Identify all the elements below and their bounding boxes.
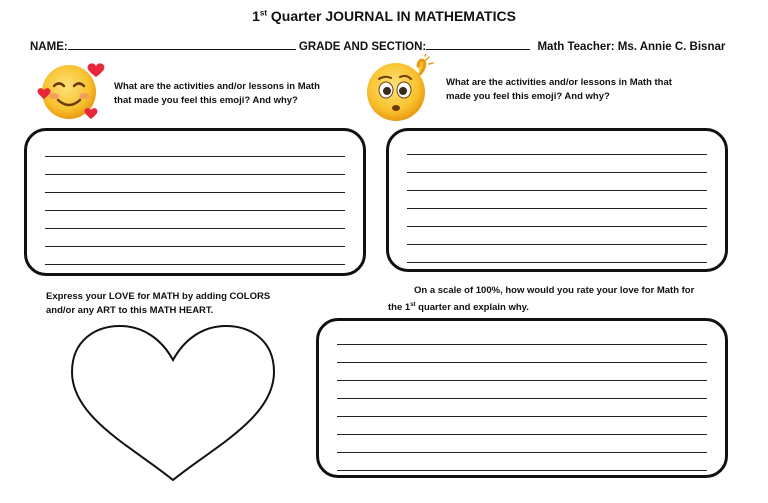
answer-line[interactable] (337, 345, 707, 363)
answer-box-3[interactable] (316, 318, 728, 478)
answer-line[interactable] (337, 381, 707, 399)
grade-section-label: GRADE AND SECTION: (298, 41, 427, 53)
answer-line[interactable] (407, 245, 707, 263)
name-label: NAME: (30, 41, 68, 53)
question-2: What are the activities and/or lessons in Math that made you feel this emoji? And why? (446, 77, 672, 102)
answer-line[interactable] (337, 453, 707, 471)
answer-line[interactable] (407, 173, 707, 191)
answer-line[interactable] (407, 191, 707, 209)
name-blank[interactable] (68, 38, 296, 50)
answer-line[interactable] (407, 155, 707, 173)
answer-line[interactable] (45, 139, 345, 157)
answer-line[interactable] (337, 417, 707, 435)
confused-thinking-face-icon (362, 54, 438, 124)
answer-line[interactable] (337, 435, 707, 453)
answer-box-2[interactable] (386, 128, 728, 272)
answer-line[interactable] (45, 211, 345, 229)
answer-line[interactable] (407, 209, 707, 227)
answer-line[interactable] (407, 227, 707, 245)
answer-line[interactable] (45, 193, 345, 211)
question-1: What are the activities and/or lessons in Math that made you feel this emoji? And why? (114, 81, 320, 106)
teacher-label: Math Teacher: Ms. Annie C. Bisnar (537, 41, 726, 53)
answer-line[interactable] (45, 175, 345, 193)
answer-line[interactable] (45, 157, 345, 175)
grade-section-blank[interactable] (426, 38, 530, 50)
heart-instruction: Express your LOVE for MATH by adding COLORS and/or any ART to this MATH HEART. (46, 291, 271, 316)
student-info-line (30, 38, 745, 53)
answer-line[interactable] (337, 327, 707, 345)
answer-box-1[interactable] (24, 128, 366, 276)
heart-outline-icon[interactable] (64, 320, 282, 486)
answer-line[interactable] (45, 247, 345, 265)
answer-line[interactable] (407, 137, 707, 155)
page-title: 1st Quarter JOURNAL IN MATHEMATICS (252, 8, 516, 24)
question-3: On a scale of 100%, how would you rate your love for Math for the 1st quarter and explain why. (388, 285, 695, 314)
smiling-face-with-hearts-icon (36, 58, 106, 124)
answer-line[interactable] (337, 399, 707, 417)
answer-line[interactable] (45, 229, 345, 247)
answer-line[interactable] (337, 363, 707, 381)
